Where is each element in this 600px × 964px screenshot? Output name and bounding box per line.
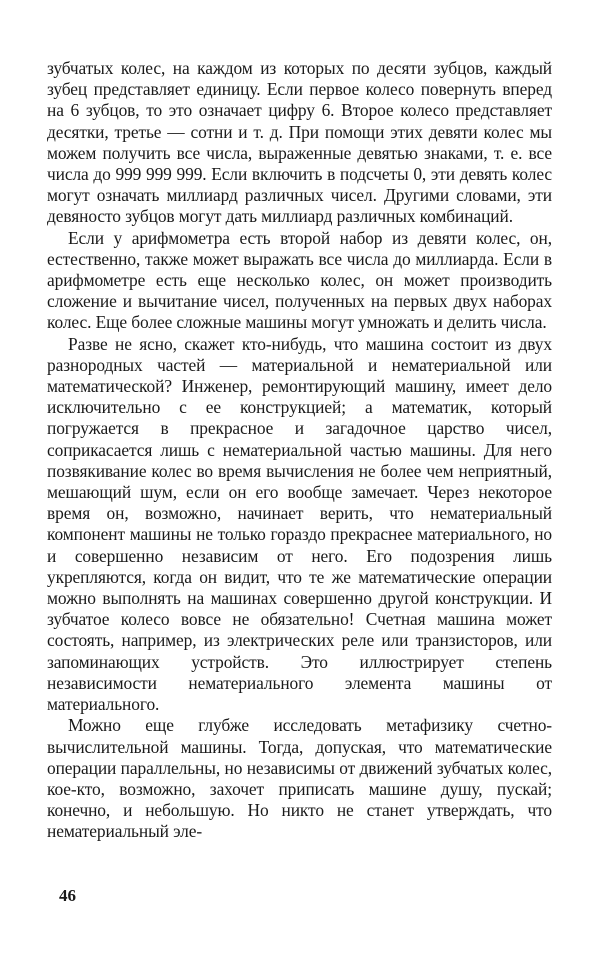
page-body — [47, 58, 552, 843]
paragraph-3: Разве не ясно, скажет кто-нибудь, что машина состоит из двух разнородных частей — материальной и нематериальной или математической? Инженер, ремонтирующий машину, имеет дело исключительно с ее конструкцией; а математик, который погружается в прекрасное и загадочное царство чисел, соприкасается лишь с нематериальной частью машины. Для него позвякивание колес во время вычисления не более чем неприятный, мешающий шум, если он его вообще замечает. Через некоторое время он, возможно, начинает верить, что нематериальный компонент машины не только гораздо прекраснее материального, но и совершенно независим от него. Его подозрения лишь укрепляются, когда он видит, что те же математические операции можно выполнять на машинах совершенно другой конструкции. И зубчатое колесо вовсе не обязательно! Счетная машина может состоять, например, из электрических реле или транзисторов, или запоминающих устройств. Это иллюстрирует степень независимости нематериального элемента машины от материального. — [47, 333, 552, 715]
paragraph-2: Если у арифмометра есть второй набор из девяти колес, он, естественно, также может выражать все числа до миллиарда. Если в арифмометре есть еще несколько колес, он может производить сложение и вычитание чисел, полученных на первых двух наборах колес. Еще более сложные машины могут умножать и делить числа. — [47, 227, 552, 333]
paragraph-4: Можно еще глубже исследовать метафизику счетно-вычислительной машины. Тогда, допуская, что математические операции параллельны, но независимы от движений зубчатых колес, кое-кто, возможно, захочет приписать машине душу, пускай; конечно, и небольшую. Но никто не станет утверждать, что нематериальный эле- — [47, 715, 552, 842]
page-number: 46 — [59, 886, 76, 905]
paragraph-1: зубчатых колес, на каждом из которых по десяти зубцов, каждый зубец представляет единицу. Если первое колесо повернуть вперед на 6 зубцов, то это означает цифру 6. Второе колесо представляет десятки, третье — сотни и т. д. При помощи этих девяти колес мы можем получить все числа, выраженные девятью знаками, т. е. все числа до 999 999 999. Если включить в подсчеты 0, эти девять колес могут означать миллиард различных чисел. Другими словами, эти девяносто зубцов могут дать миллиард различных комбинаций. — [47, 58, 552, 227]
